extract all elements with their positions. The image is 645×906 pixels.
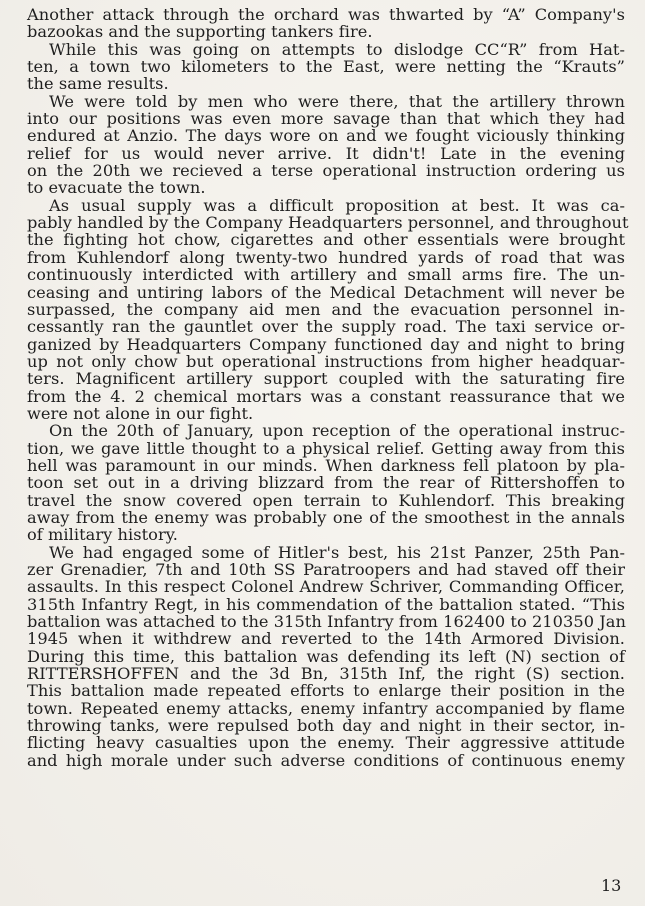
text-line: battalion was attached to the 315th Infantry from 162400 to 210350 Jan bbox=[27, 612, 626, 632]
text-line: pably handled by the Company Headquarters personnel, and throughout bbox=[27, 213, 629, 233]
text-line: We were told by men who were there, that the artillery thrown bbox=[49, 91, 625, 111]
text-line: This battalion made repeated efforts to enlarge their position in the bbox=[27, 681, 625, 701]
text-line: from the 4. 2 chemical mortars was a constant reassurance that we bbox=[27, 386, 625, 406]
paragraph bbox=[27, 6, 625, 41]
text-line: endured at Anzio. The days wore on and we fought viciously thinking bbox=[27, 126, 625, 146]
text-line: ganized by Headquarters Company functioned day and night to bring bbox=[27, 334, 625, 354]
text-line: into our positions was even more savage than that which they had bbox=[27, 109, 625, 129]
text-line: relief for us would never arrive. It didn't! Late in the evening bbox=[27, 143, 625, 163]
text-line: the same results. bbox=[27, 74, 169, 94]
text-line: flicting heavy casualties upon the enemy. Their aggressive attitude bbox=[27, 733, 625, 753]
text-line: During this time, this battalion was defending its left (N) section of bbox=[27, 646, 625, 666]
text-line: throwing tanks, were repulsed both day and night in their sector, in- bbox=[27, 716, 625, 736]
paragraph bbox=[27, 41, 625, 93]
text-line: continuously interdicted with artillery and small arms fire. The un- bbox=[27, 265, 625, 285]
text-line: hell was paramount in our minds. When darkness fell platoon by pla- bbox=[27, 455, 625, 475]
text-line: As usual supply was a difficult proposition at best. It was ca- bbox=[49, 195, 625, 215]
text-line: 1945 when it withdrew and reverted to the 14th Armored Division. bbox=[27, 629, 625, 649]
text-line: 315th Infantry Regt, in his commendation of the battalion stated. “This bbox=[27, 594, 625, 614]
text-line: travel the snow covered open terrain to Kuhlendorf. This breaking bbox=[27, 490, 625, 510]
text-line: away from the enemy was probably one of the smoothest in the annals bbox=[27, 507, 625, 527]
text-line: cessantly ran the gauntlet over the supply road. The taxi service or- bbox=[27, 317, 625, 337]
text-line: the fighting hot chow, cigarettes and other essentials were brought bbox=[27, 230, 625, 250]
body-text bbox=[27, 5, 629, 770]
page-number: 13 bbox=[601, 876, 622, 895]
text-line: While this was going on attempts to dislodge CC“R” from Hat- bbox=[49, 39, 625, 59]
text-line: from Kuhlendorf along twenty-two hundred yards of road that was bbox=[27, 247, 625, 267]
text-line: of military history. bbox=[27, 525, 178, 545]
text-line: zer Grenadier, 7th and 10th SS Paratroopers and had staved off their bbox=[27, 560, 625, 579]
text-line: bazookas and the supporting tankers fire. bbox=[27, 22, 373, 42]
text-line: ceasing and untiring labors of the Medical Detachment will never be bbox=[27, 282, 625, 302]
paragraph bbox=[27, 93, 625, 197]
text-line: Another attack through the orchard was thwarted by “A” Company's bbox=[27, 5, 625, 24]
paragraph bbox=[27, 422, 625, 543]
text-line: up not only chow but operational instructions from higher headquar- bbox=[27, 351, 625, 371]
text-line: town. Repeated enemy attacks, enemy infantry accompanied by flame bbox=[27, 698, 625, 718]
text-line: RITTERSHOFFEN and the 3d Bn, 315th Inf, the right (S) section. bbox=[27, 664, 625, 684]
text-line: ten, a town two kilometers to the East, were netting the “Krauts” bbox=[27, 57, 625, 77]
text-line: ters. Magnificent artillery support coupled with the saturating fire bbox=[27, 369, 625, 389]
text-line: were not alone in our fight. bbox=[27, 403, 254, 423]
text-line: We had engaged some of Hitler's best, his 21st Panzer, 25th Pan- bbox=[49, 542, 625, 562]
text-line: surpassed, the company aid men and the evacuation personnel in- bbox=[27, 299, 625, 319]
text-line: on the 20th we recieved a terse operational instruction ordering us bbox=[27, 161, 625, 181]
paragraph bbox=[27, 195, 629, 423]
text-line: assaults. In this respect Colonel Andrew Schriver, Commanding Officer, bbox=[27, 577, 625, 597]
text-line: and high morale under such adverse conditions of continuous enemy bbox=[27, 750, 625, 770]
text-line: tion, we gave little thought to a physical relief. Getting away from this bbox=[27, 438, 625, 458]
text-line: toon set out in a driving blizzard from the rear of Rittershoffen to bbox=[27, 473, 625, 493]
text-line: On the 20th of January, upon reception of the operational instruc- bbox=[49, 421, 625, 441]
text-line: to evacuate the town. bbox=[27, 178, 206, 198]
paragraph bbox=[27, 544, 625, 769]
